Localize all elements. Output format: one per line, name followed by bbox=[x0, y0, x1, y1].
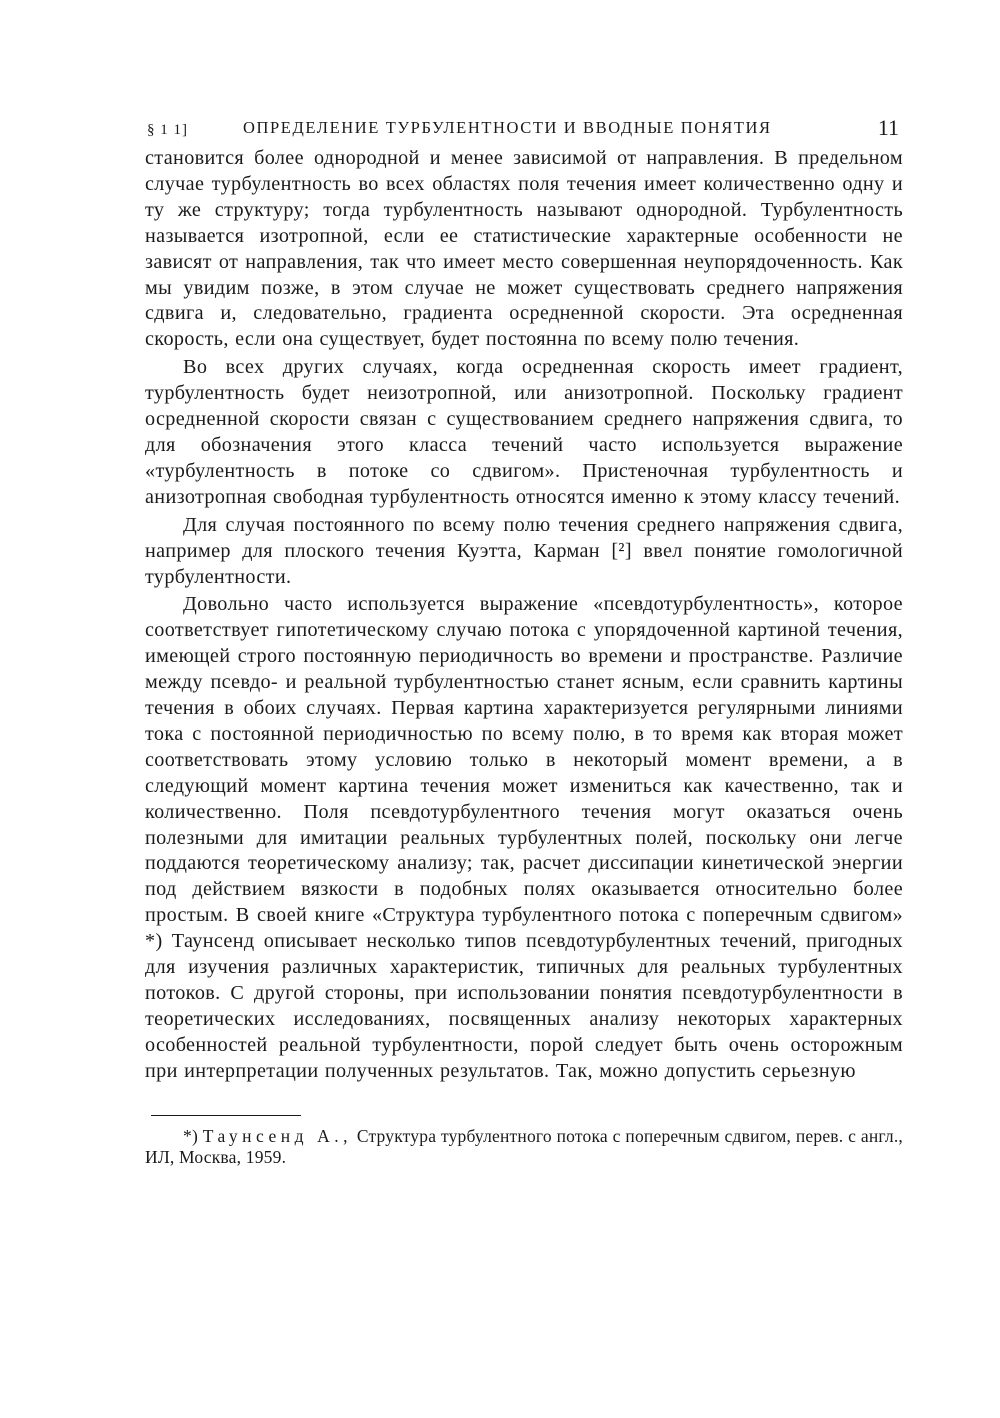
paragraph: Во всех других случаях, когда осредненная скорость имеет градиент, турбулентность будет неизотропной, или анизотропной. Поскольку градиент осредненной скорости связан с существованием среднего напряжения сдвига, то для обозначения этого класса течений часто используется выражение «турбулентность в потоке со сдвигом». Пристеночная турбулентность и анизотропная свободная турбулентность относятся именно к этому классу течений. bbox=[145, 356, 903, 508]
page-number: 11 bbox=[877, 115, 899, 140]
section-number: § 1 1] bbox=[147, 122, 188, 138]
running-head-title: ОПРЕДЕЛЕНИЕ ТУРБУЛЕНТНОСТИ И ВВОДНЫЕ ПОНЯТИЯ bbox=[243, 118, 772, 137]
footnote-marker: *) bbox=[183, 1125, 198, 1146]
paragraph: становится более однородной и менее зависимой от направления. В предельном случае турбулентность во всех областях поля течения имеет количественно одну и ту же структуру; тогда турбулентность называют однородной. Турбулентность называется изотропной, если ее статистические характерные особенности не зависят от направления, так что имеет место совершенная неупорядоченность. Как мы увидим позже, в этом случае не может существовать среднего напряжения сдвига и, следовательно, градиента осредненной скорости. Эта осредненная скорость, если она существует, будет постоянна по всему полю течения. bbox=[145, 147, 903, 351]
paragraph: Довольно часто используется выражение «псевдотурбулентность», которое соответствует гипотетическому случаю потока с упорядоченной картиной течения, имеющей строго постоянную периодичность во времени и пространстве. Различие между псевдо- и реальной турбулентностью станет ясным, если сравнить картины течения в обоих случаях. Первая картина характеризуется регулярными линиями тока с постоянной периодичностью по всему полю, в то время как вторая может соответствовать этому условию только в некоторый момент времени, а в следующий момент картина течения может измениться как качественно, так и количественно. Поля псевдотурбулентного течения могут оказаться очень полезными для имитации реальных турбулентных полей, поскольку они легче поддаются теоретическому анализу; так, расчет диссипации кинетической энергии под действием вязкости в подобных полях оказывается относительно более простым. В своей книге «Структура турбулентного потока с поперечным сдвигом» *) Таунсенд описывает несколько типов псевдотурбулентных течений, пригодных для изучения различных характеристик, типичных для реальных турбулентных потоков. С другой стороны, при использовании понятия псевдотурбулентности в теоретических исследованиях, посвященных анализу некоторых характерных особенностей реальной турбулентности, порой следует быть очень осторожным при интерпретации полученных результатов. Так, можно допустить серьезную bbox=[145, 593, 903, 1082]
running-head bbox=[145, 112, 903, 142]
footnote-rule bbox=[151, 1115, 301, 1116]
paragraph: Для случая постоянного по всему полю течения среднего напряжения сдвига, например для плоского течения Куэтта, Карман [²] ввел понятие гомологичной турбулентности. bbox=[145, 513, 903, 588]
footnote-author: Таунсенд А., bbox=[202, 1125, 353, 1146]
book-page bbox=[145, 112, 903, 1168]
footnote bbox=[145, 1126, 903, 1168]
footnote-text: Структура турбулентного потока с поперечным сдвигом, перев. с англ., ИЛ, Москва, 1959. bbox=[145, 1125, 903, 1167]
body-text bbox=[145, 146, 903, 1085]
